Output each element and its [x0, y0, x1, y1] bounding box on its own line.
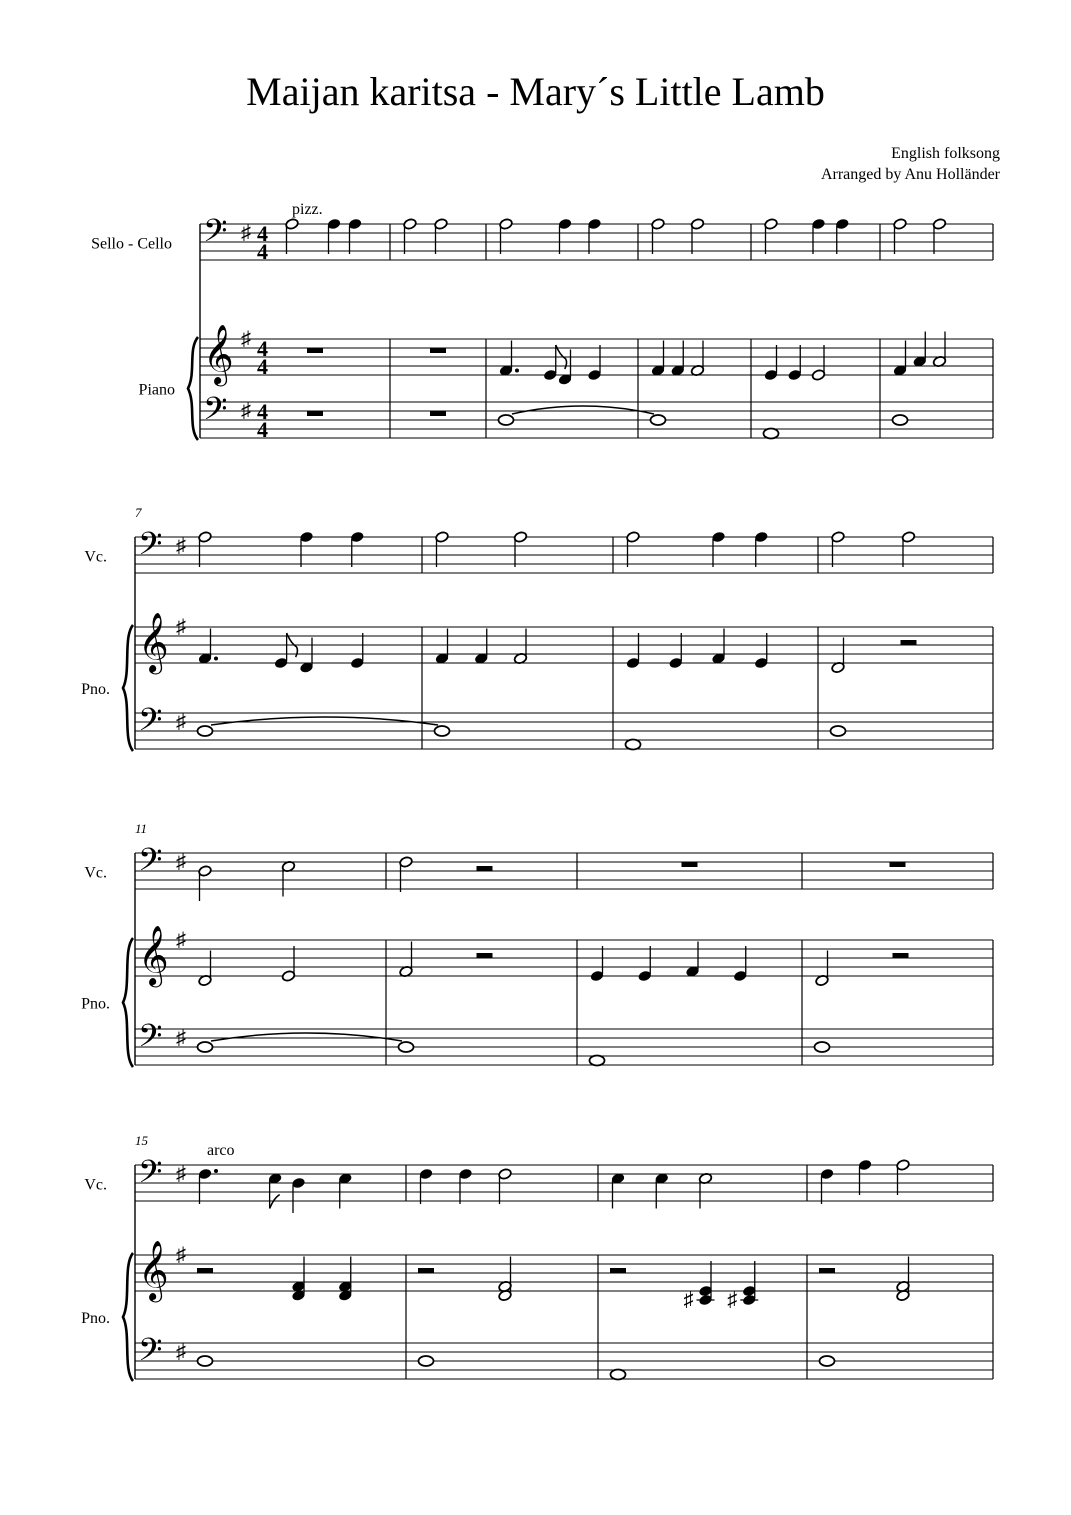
piano-brace [123, 1253, 133, 1381]
half-rest [610, 1268, 626, 1273]
key-signature-sharp: ♯ [176, 929, 186, 951]
whole-rest [890, 862, 906, 867]
tie-arc [512, 406, 654, 414]
key-signature-sharp: ♯ [176, 711, 186, 733]
treble-clef: 𝄞 [203, 326, 234, 384]
instrument-label-cello: Sello - Cello [91, 235, 172, 253]
note-head [820, 1356, 835, 1366]
key-signature-sharp: ♯ [176, 535, 186, 557]
key-signature-sharp: ♯ [176, 1341, 186, 1363]
note-head [198, 1356, 213, 1366]
note-head [198, 726, 213, 736]
measure-number: 7 [135, 505, 142, 520]
half-rest [819, 1268, 835, 1273]
whole-rest [430, 348, 446, 353]
treble-clef: 𝄞 [138, 614, 169, 672]
composer-line-1: English folksong [891, 145, 1000, 162]
time-signature-bottom: 4 [257, 354, 268, 379]
score-title: Maijan karitsa - Mary´s Little Lamb [246, 69, 825, 114]
whole-rest [307, 348, 323, 353]
note-head [499, 415, 514, 425]
piano-brace [123, 938, 133, 1067]
note-head [198, 1042, 213, 1052]
instrument-label-cello-short: Vc. [84, 864, 107, 882]
half-rest [893, 953, 909, 958]
instrument-label-piano-short: Pno. [81, 681, 110, 698]
instrument-label-piano-short: Pno. [81, 1310, 110, 1327]
piano-brace [188, 337, 198, 440]
note-head [419, 1356, 434, 1366]
time-signature-top: 4 [257, 336, 268, 361]
treble-clef: 𝄞 [138, 1242, 169, 1300]
time-signature-top: 4 [257, 221, 268, 246]
bass-clef: 𝄢 [138, 527, 163, 570]
measure-number: 11 [135, 821, 148, 836]
augmentation-dot [214, 657, 218, 661]
measure-number: 15 [135, 1133, 148, 1148]
bass-clef: 𝄢 [138, 1155, 163, 1198]
note-head [815, 1042, 830, 1052]
whole-rest [307, 411, 323, 416]
instrument-label-piano-short: Pno. [81, 995, 110, 1013]
time-signature-bottom: 4 [257, 417, 268, 442]
note-head [831, 726, 846, 736]
sharp-accidental: ♯ [727, 1289, 738, 1311]
bass-clef: 𝄢 [138, 1333, 163, 1376]
key-signature-sharp: ♯ [176, 851, 186, 873]
composer-line-2: Arranged by Anu Holländer [820, 166, 1000, 183]
note-head [611, 1370, 626, 1380]
half-rest [418, 1268, 434, 1273]
bass-clef: 𝄢 [138, 843, 163, 886]
note-head [764, 429, 779, 439]
half-rest [477, 953, 493, 958]
instrument-label-cello-short: Vc. [84, 1176, 107, 1194]
whole-rest [682, 862, 698, 867]
bass-clef: 𝄢 [203, 392, 228, 435]
bass-clef: 𝄢 [138, 1019, 163, 1062]
sharp-accidental: ♯ [683, 1289, 694, 1311]
key-signature-sharp: ♯ [241, 222, 251, 244]
augmentation-dot [214, 1169, 218, 1173]
tie-arc [211, 1033, 402, 1041]
key-signature-sharp: ♯ [176, 616, 186, 638]
piano-brace [123, 625, 133, 751]
key-signature-sharp: ♯ [241, 328, 251, 350]
arco-marking: arco [207, 1142, 235, 1159]
note-head [399, 1042, 414, 1052]
key-signature-sharp: ♯ [241, 400, 251, 422]
key-signature-sharp: ♯ [176, 1027, 186, 1049]
tie-arc [211, 717, 438, 725]
key-signature-sharp: ♯ [176, 1163, 186, 1185]
half-rest [477, 866, 493, 871]
note-head [435, 726, 450, 736]
key-signature-sharp: ♯ [176, 1244, 186, 1266]
whole-rest [430, 411, 446, 416]
note-head [651, 415, 666, 425]
time-signature-top: 4 [257, 399, 268, 424]
half-rest [901, 640, 917, 645]
half-rest [197, 1268, 213, 1273]
note-head [893, 415, 908, 425]
treble-clef: 𝄞 [138, 927, 169, 985]
augmentation-dot [515, 369, 519, 373]
pizz-marking: pizz. [292, 201, 323, 218]
time-signature-bottom: 4 [257, 239, 268, 264]
note-head [626, 740, 641, 750]
instrument-label-cello-short: Vc. [84, 548, 107, 566]
instrument-label-piano: Piano [138, 381, 175, 399]
note-head [590, 1056, 605, 1066]
bass-clef: 𝄢 [138, 703, 163, 746]
bass-clef: 𝄢 [203, 214, 228, 257]
